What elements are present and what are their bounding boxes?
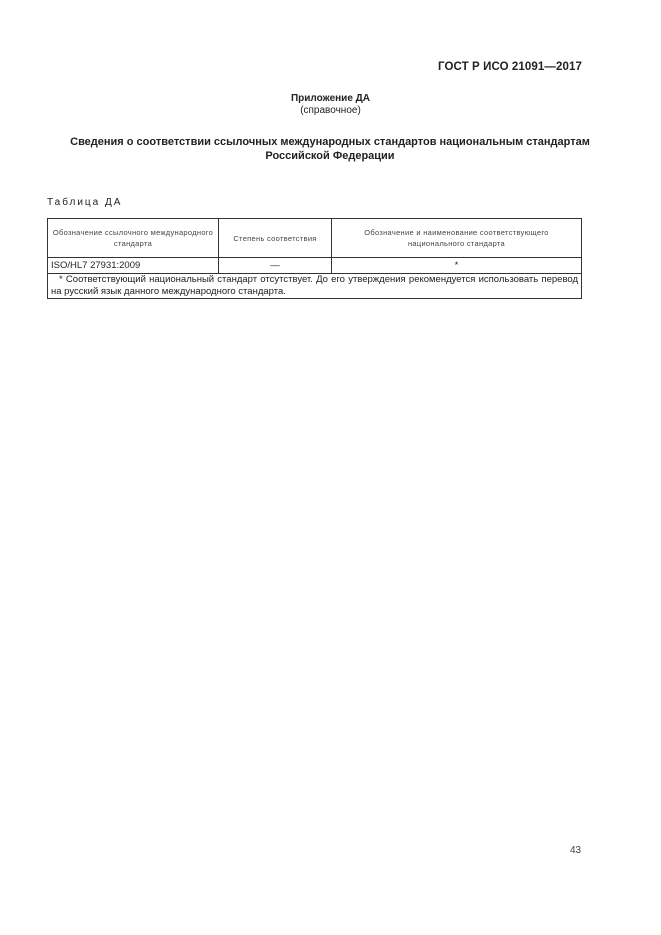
column-header-international: Обозначение ссылочного международного стандарта [48, 219, 219, 258]
table-footnote: * Соответствующий национальный стандарт отсутствует. До его утверждения рекомендуется использовать перевод на русский язык данного международного стандарта. [48, 274, 582, 299]
appendix-subtitle: (справочное) [300, 105, 361, 116]
cell-international-standard: ISO/HL7 27931:2009 [48, 258, 219, 274]
correspondence-table [47, 218, 582, 299]
table-header-row [48, 219, 582, 258]
cell-national-standard: * [332, 258, 582, 274]
appendix-title: Приложение ДА [290, 93, 371, 104]
cell-degree: — [219, 258, 332, 274]
table-footnote-row [48, 274, 582, 299]
section-title [40, 135, 620, 163]
appendix-heading [0, 93, 661, 117]
table-row [48, 258, 582, 274]
column-header-national: Обозначение и наименование соответствующего национального стандарта [332, 219, 582, 258]
document-code: ГОСТ Р ИСО 21091—2017 [437, 61, 582, 73]
column-header-degree: Степень соответствия [219, 219, 332, 258]
table-label: Таблица ДА [47, 197, 123, 208]
section-title-line1: Сведения о соответствии ссылочных международных стандартов национальным стандартам [70, 136, 590, 148]
section-title-line2: Российской Федерации [265, 150, 395, 162]
page-number: 43 [570, 845, 582, 856]
